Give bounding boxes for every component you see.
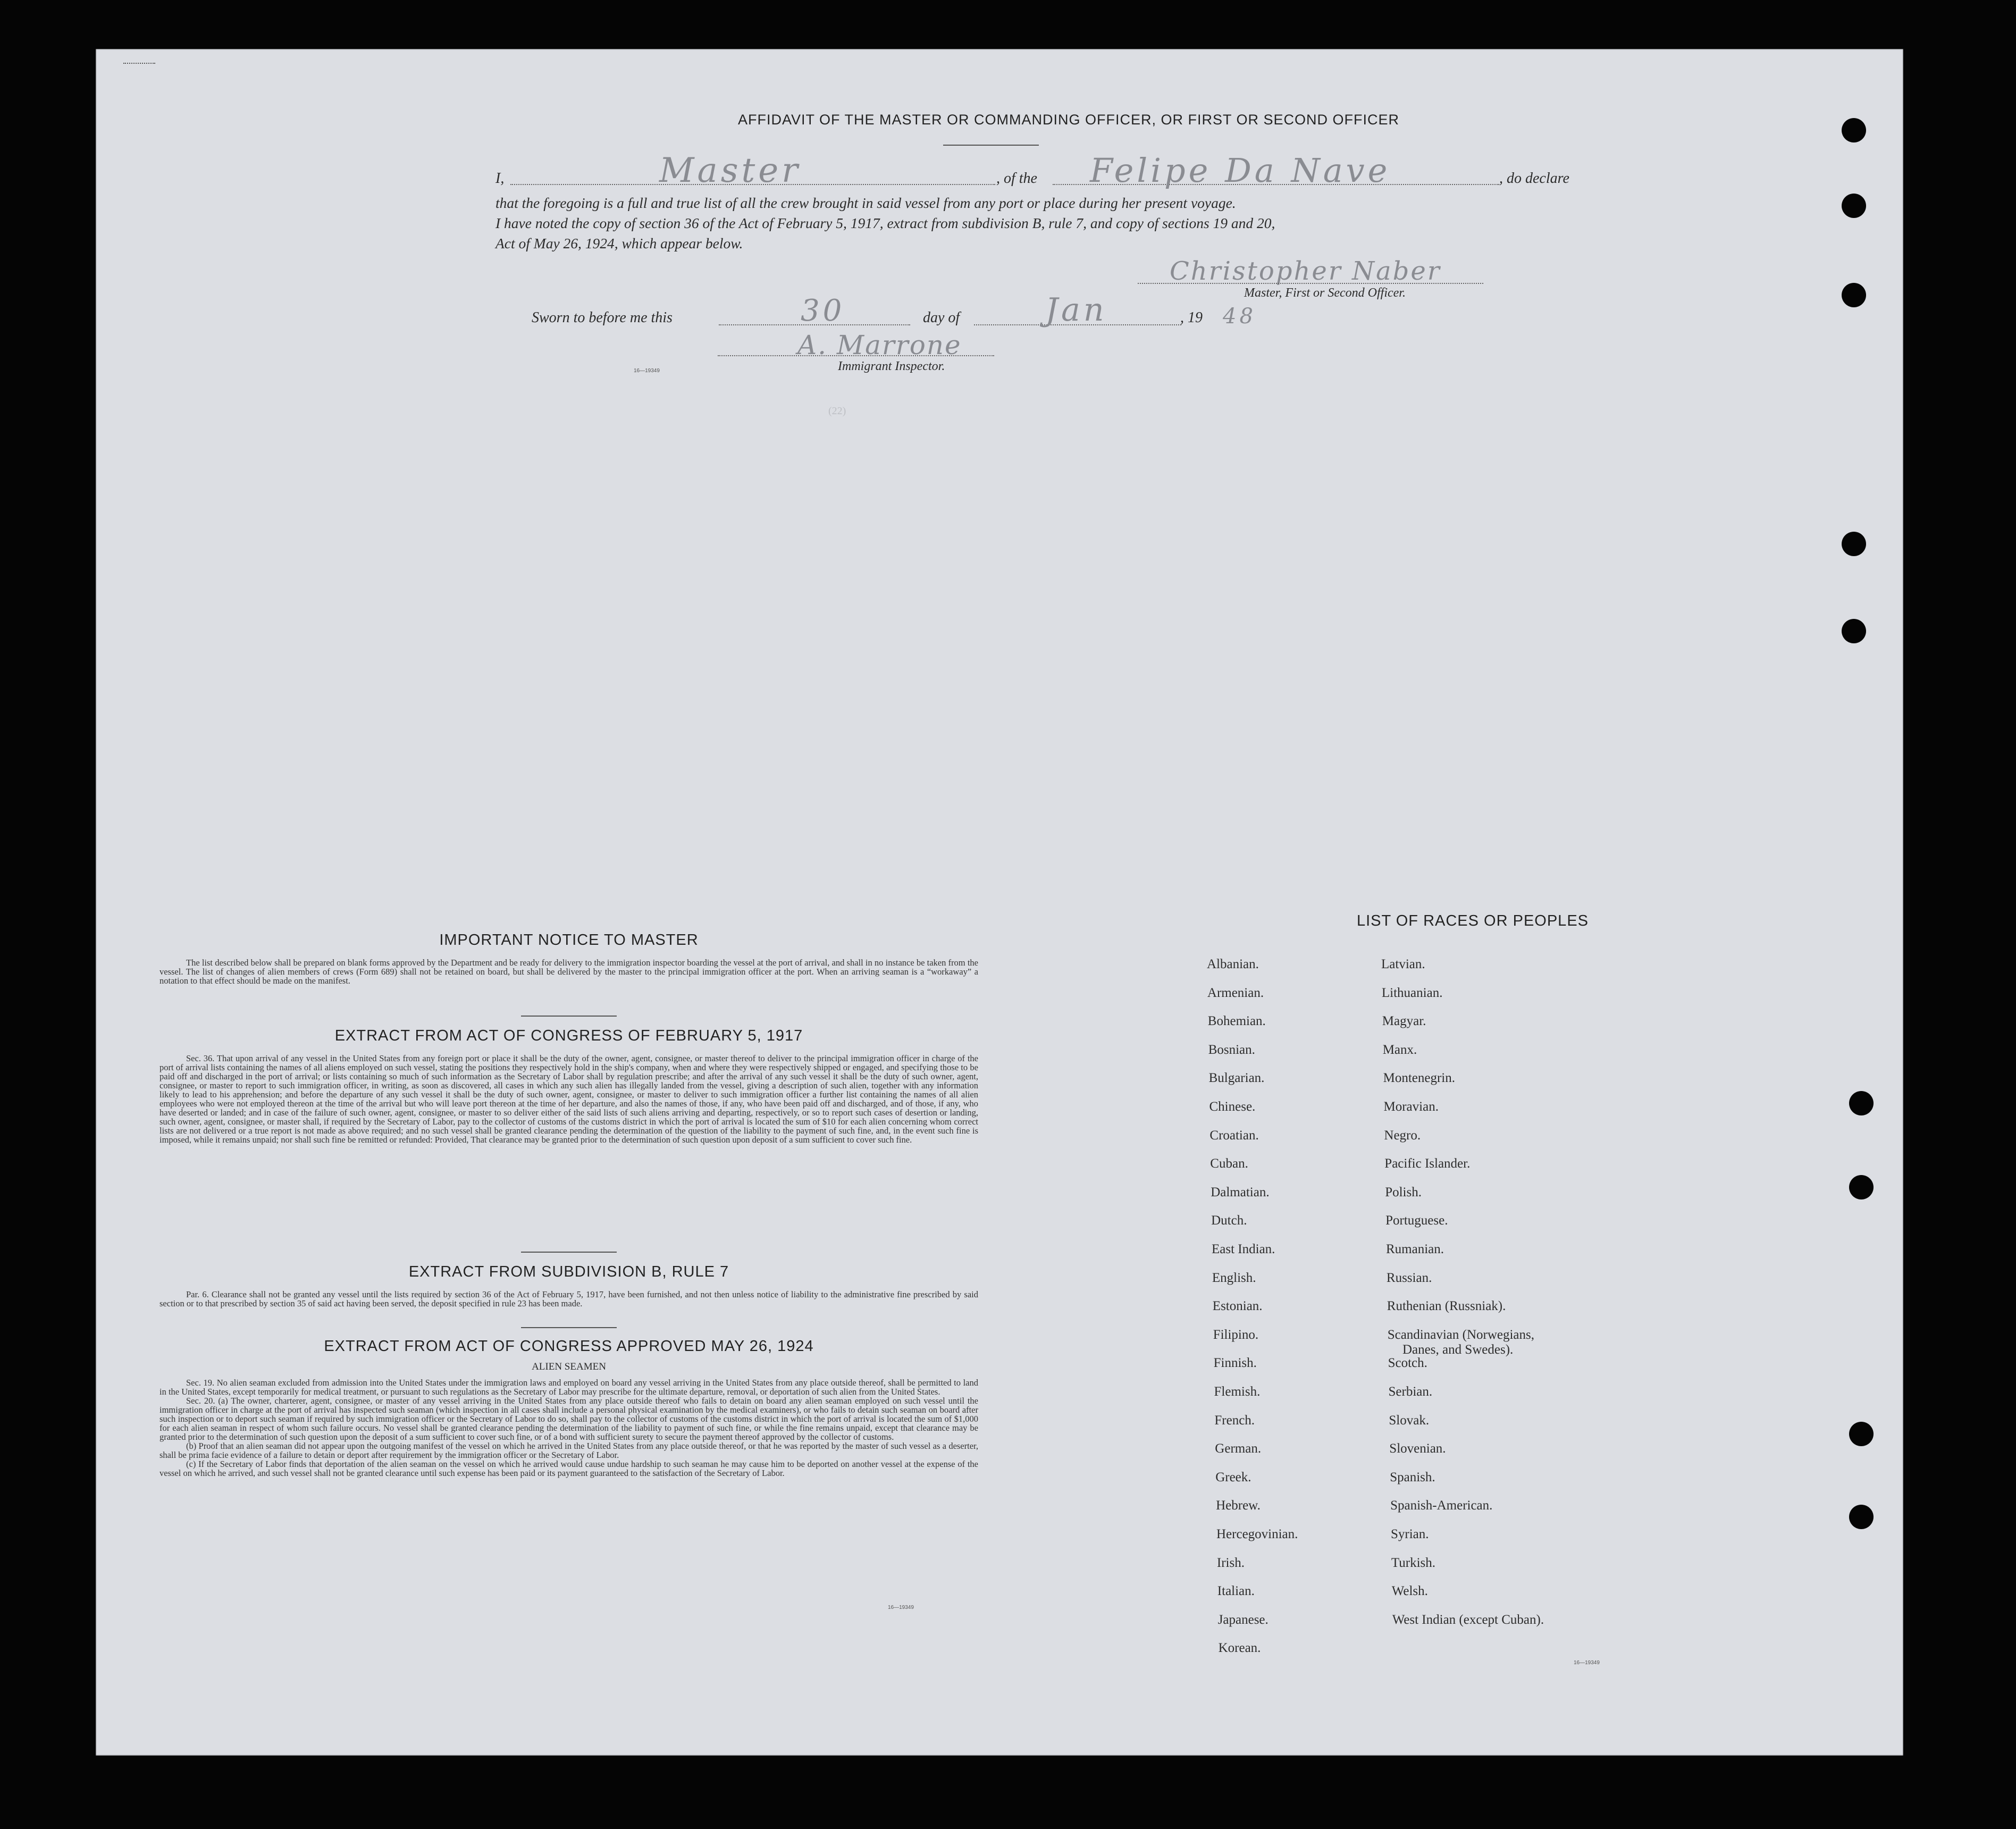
notice-paragraph: The list described below shall be prepared on blank forms approved by the Department and be ready for delivery to the immigration inspector boarding the vessel at the port of arrival, and shall in no instance be taken from the vessel. The list of changes of alien members of crews (Form 689) shall not be retained on board, but shall be delivered by the master to the principal immigration officer at the port. When an arriving seaman is a “workaway” a notation to that effect should be made on the manifest.	[159, 958, 978, 986]
race-item: Ruthenian (Russniak).	[1387, 1299, 1506, 1314]
sec19-paragraph: Sec. 19. No alien seaman excluded from admission into the United States under the immigration laws and employed on board any vessel arriving in the United States from any place outside thereof, shall be permitted to land in the United States, except temporarily for medical treatment, or pursuant to such regulations as the Secretary of Labor may prescribe for the ultimate departure, removal, or deportation of such alien from the United States.	[159, 1378, 978, 1397]
margin-specks	[123, 63, 155, 65]
month-handwritten: Jan	[1045, 291, 1107, 329]
punch-hole	[1842, 532, 1866, 556]
year-handwritten: 48	[1223, 304, 1256, 329]
alien-seamen-subtitle: ALIEN SEAMEN	[532, 1361, 606, 1372]
race-item: Estonian.	[1212, 1299, 1263, 1314]
extract-1924-body	[159, 1378, 978, 1478]
races-form-number: 16—19349	[1574, 1660, 1600, 1666]
race-item: French.	[1214, 1413, 1255, 1428]
race-item: Syrian.	[1391, 1527, 1429, 1541]
race-item: Chinese.	[1209, 1100, 1256, 1114]
race-item: Latvian.	[1381, 957, 1425, 971]
punch-hole	[1842, 118, 1866, 142]
race-item: Lithuanian.	[1381, 985, 1443, 1000]
do-declare-label: , do declare	[1499, 170, 1569, 187]
extract-form-number: 16—19349	[888, 1605, 914, 1610]
race-item: Dutch.	[1211, 1213, 1247, 1228]
affidavit-line-2: that the foregoing is a full and true list of all the crew brought in said vessel from any port or place during her present voyage.	[495, 195, 1236, 211]
race-item: Korean.	[1218, 1641, 1261, 1656]
notice-title: IMPORTANT NOTICE TO MASTER	[439, 932, 699, 949]
sec20a-paragraph: Sec. 20. (a) The owner, charterer, agent, consignee, or master of any vessel arriving in the United States from any place outside thereof who fails to detain on board any alien seaman employed on such vessel until the immigration officer in charge at the port of arrival has inspected such seaman (which inspection in all cases shall include a personal physical examination by the medical examiners), or who fails to detain such seaman on board after such inspection or to deport such seaman if required by such immigration officer or the Secretary of Labor to do so, shall pay to the collector of customs of the customs district in which the port of arrival is located the sum of $1,000 for each alien seaman in respect of whom such failure occurs. No vessel shall be granted clearance pending the determination of the liability to payment of such fine, or while the fine remains unpaid, except that clearance may be granted prior to the determination of such question upon the deposit of a sum sufficient to cover such fine, or of a bond with sufficient surety to secure the payment thereof approved by the collector of customs.	[159, 1396, 978, 1442]
signature-caption: Master, First or Second Officer.	[1244, 286, 1406, 300]
sec20c-paragraph: (c) If the Secretary of Labor finds that deportation of the alien seaman on the vessel on which he arrived would cause undue hardship to such seaman he may cause him to be deported on another vessel at the expense of the vessel on which he arrived, and such vessel shall not be granted clearance until such expense has been paid or its payment guaranteed to the satisfaction of the Secretary of Labor.	[159, 1459, 978, 1478]
race-item: German.	[1215, 1441, 1262, 1456]
extract-1917-body	[159, 1054, 978, 1144]
par6-paragraph: Par. 6. Clearance shall not be granted any vessel until the lists required by section 36 of the Act of February 5, 1917, have been furnished, and not then unless notice of liability to the administrative fine prescribed by said section or to that prescribed by section 35 of said act having been served, the deposit specified in rule 23 has been made.	[159, 1289, 978, 1308]
race-item: Bulgarian.	[1208, 1071, 1265, 1086]
sworn-label: Sworn to before me this	[532, 309, 673, 326]
document-page	[96, 49, 1903, 1756]
race-item: Finnish.	[1213, 1356, 1257, 1371]
race-item: Manx.	[1382, 1042, 1417, 1057]
affidavit-title: AFFIDAVIT OF THE MASTER OR COMMANDING OFFICER, OR FIRST OR SECOND OFFICER	[737, 112, 1400, 128]
race-item: Italian.	[1217, 1584, 1255, 1599]
affidavit-i-label: I,	[495, 170, 505, 187]
year-prefix: , 19	[1180, 309, 1203, 326]
extract-1924-title: EXTRACT FROM ACT OF CONGRESS APPROVED MAY 26, 1924	[324, 1338, 814, 1355]
subdivision-b-rule	[521, 1327, 617, 1328]
race-item: Spanish.	[1390, 1470, 1435, 1484]
punch-hole	[1849, 1422, 1874, 1446]
race-item: Scotch.	[1388, 1356, 1427, 1371]
race-item: Albanian.	[1207, 957, 1259, 971]
race-item: Magyar.	[1382, 1014, 1426, 1029]
affidavit-of-the-label: , of the	[996, 170, 1037, 187]
punch-hole	[1842, 619, 1866, 643]
sec36-paragraph: Sec. 36. That upon arrival of any vessel in the United States from any foreign port or place it shall be the duty of the owner, agent, consignee, or master thereof to deliver to the principal immigration officer in charge of the port of arrival lists containing the names of all aliens employed on such vessel, stating the positions they respectively hold in the ship's company, when and where they were respectively shipped or engaged, and specifying those to be paid off and discharged in the port of arrival; or lists containing so much of such information as the Secretary of Labor shall by regulation prescribe; and after the arrival of any such vessel it shall be the duty of such owner, agent, consignee, or master to report to such immigration officer, in writing, as soon as discovered, all cases in which any such alien has illegally landed from the vessel, giving a description of such alien, together with any information likely to lead to his apprehension; and before the departure of any such vessel it shall be the duty of such owner, agent, consignee, or master to deliver to such immigration officer a further list containing the names of all alien employees who were not employed thereon at the time of the arrival but who will leave port thereon at the time of her departure, and also the names of those, if any, who have been paid off and discharged, and of those, if any, who have deserted or landed; and in case of the failure of such owner, agent, consignee, or master to so deliver either of the said lists of such aliens arriving and departing, respectively, or so to report such cases of desertion or landing, such owner, agent, consignee, or master shall, if required by the Secretary of Labor, pay to the collector of customs of the customs district in which the port of arrival is located the sum of $10 for each alien concerning whom correct lists are not delivered or a true report is not made as above required; and no such vessel shall be granted clearance pending the determination of the question of the liability to the payment of such fine, and, in the event such fine is imposed, while it remains unpaid; nor shall such fine be remitted or refunded: Provided, That clearance may be granted prior to the determination of such question upon deposit of a sum sufficient to cover such fine.	[159, 1053, 978, 1145]
affidavit-line-3: I have noted the copy of section 36 of the Act of February 5, 1917, extract from subdivision B, rule 7, and copy of sections 19 and 20,	[495, 215, 1275, 231]
punch-hole	[1849, 1091, 1874, 1115]
race-item: Greek.	[1215, 1470, 1251, 1484]
race-item: Slovak.	[1389, 1413, 1430, 1428]
punch-hole	[1849, 1175, 1874, 1199]
notice-rule	[521, 1016, 617, 1017]
extract-1917-title: EXTRACT FROM ACT OF CONGRESS OF FEBRUARY 5, 1917	[334, 1027, 803, 1044]
inspector-line	[718, 355, 994, 356]
race-item: Slovenian.	[1389, 1441, 1446, 1456]
race-item: West Indian (except Cuban).	[1392, 1612, 1544, 1627]
race-item: Hercegovinian.	[1216, 1527, 1298, 1541]
race-item: Armenian.	[1207, 985, 1264, 1000]
race-item: Serbian.	[1388, 1385, 1433, 1399]
race-item: Danes, and Swedes).	[1402, 1342, 1514, 1357]
race-item: Spanish-American.	[1390, 1498, 1493, 1513]
race-item: English.	[1212, 1270, 1256, 1285]
day-of-label: day of	[923, 309, 960, 326]
day-handwritten: 30	[801, 293, 845, 328]
race-item: Filipino.	[1213, 1327, 1259, 1342]
races-title: LIST OF RACES OR PEOPLES	[1356, 912, 1589, 929]
race-item: Rumanian.	[1386, 1242, 1444, 1256]
race-item: Irish.	[1216, 1555, 1245, 1570]
master-signature: Christopher Naber	[1170, 256, 1441, 286]
declarant-handwritten: Master	[659, 151, 801, 190]
sec20b-paragraph: (b) Proof that an alien seaman did not appear upon the outgoing manifest of the vessel on which he arrived in the United States from any place outside thereof, or that he was reported by the master of such vessel as a deserter, shall be prima facie evidence of a failure to detain or deport after requirement by the immigration officer or the Secretary of Labor.	[159, 1441, 978, 1460]
vessel-handwritten: Felipe Da Nave	[1090, 151, 1391, 190]
race-item: Welsh.	[1391, 1584, 1428, 1599]
race-item: Scandinavian (Norwegians,	[1387, 1327, 1534, 1342]
punch-hole	[1842, 283, 1866, 307]
inspector-signature: A. Marrone	[797, 330, 962, 360]
affidavit-title-rule	[943, 145, 1039, 146]
race-item: Montenegrin.	[1383, 1071, 1455, 1086]
race-item: Portuguese.	[1385, 1213, 1448, 1228]
inspector-caption: Immigrant Inspector.	[838, 359, 945, 373]
race-item: Bosnian.	[1208, 1042, 1255, 1057]
faint-stamp: (22)	[828, 405, 846, 417]
race-item: Dalmatian.	[1211, 1185, 1270, 1199]
notice-body	[159, 958, 978, 985]
extract-1917-rule	[521, 1252, 617, 1253]
race-item: Cuban.	[1210, 1156, 1248, 1171]
race-item: Negro.	[1384, 1128, 1421, 1143]
race-item: Bohemian.	[1207, 1014, 1266, 1029]
subdivision-b-title: EXTRACT FROM SUBDIVISION B, RULE 7	[408, 1263, 729, 1280]
subdivision-b-body	[159, 1290, 978, 1308]
race-item: East Indian.	[1212, 1242, 1275, 1256]
race-item: Croatian.	[1209, 1128, 1259, 1143]
race-item: Russian.	[1386, 1270, 1432, 1285]
affidavit-line-4: Act of May 26, 1924, which appear below.	[495, 235, 743, 251]
race-item: Japanese.	[1217, 1612, 1269, 1627]
race-item: Pacific Islander.	[1384, 1156, 1471, 1171]
punch-hole	[1849, 1505, 1874, 1529]
affidavit-form-number: 16—19349	[634, 368, 660, 374]
race-item: Moravian.	[1383, 1100, 1439, 1114]
race-item: Hebrew.	[1216, 1498, 1261, 1513]
race-item: Polish.	[1385, 1185, 1422, 1199]
signature-line	[1138, 283, 1483, 284]
punch-hole	[1842, 194, 1866, 218]
race-item: Flemish.	[1214, 1385, 1261, 1399]
race-item: Turkish.	[1391, 1555, 1436, 1570]
